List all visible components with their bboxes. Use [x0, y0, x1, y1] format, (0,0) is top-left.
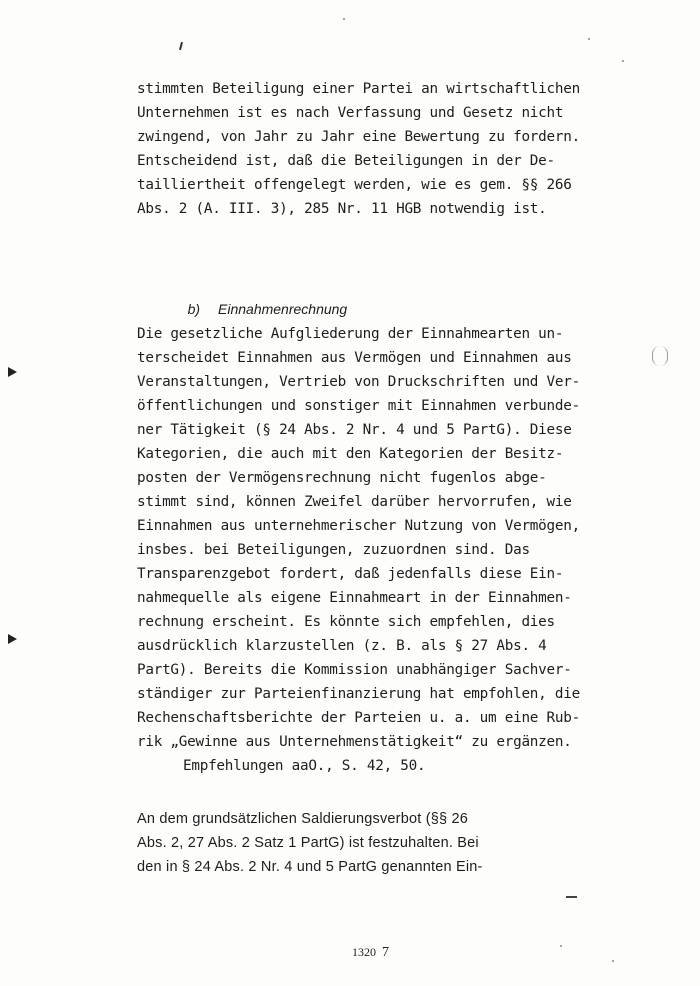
closing-paragraph [137, 807, 607, 879]
text-line: Transparenzgebot fordert, daß jedenfalls diese Ein- [137, 566, 564, 582]
text-line: rechnung erscheint. Es könnte sich empfehlen, dies [137, 614, 555, 630]
scan-speck [622, 60, 624, 62]
main-paragraph [137, 322, 607, 778]
margin-arrow-marker [8, 367, 17, 377]
text-line: terscheidet Einnahmen aus Vermögen und Einnahmen aus [137, 350, 572, 366]
text-line: rik „Gewinne aus Unternehmenstätigkeit“ zu ergänzen. [137, 734, 572, 750]
text-line: ner Tätigkeit (§ 24 Abs. 2 Nr. 4 und 5 PartG). Diese [137, 422, 572, 438]
text-line: tailliertheit offengelegt werden, wie es gem. §§ 266 [137, 177, 572, 193]
text-line: den in § 24 Abs. 2 Nr. 4 und 5 PartG genannten Ein- [137, 859, 483, 875]
text-line: ausdrücklich klarzustellen (z. B. als § 27 Abs. 4 [137, 638, 547, 654]
text-line: An dem grundsätzlichen Saldierungsverbot (§§ 26 [137, 811, 469, 827]
text-line: zwingend, von Jahr zu Jahr eine Bewertung zu fordern. [137, 129, 580, 145]
text-line: Einnahmen aus unternehmerischer Nutzung von Vermögen, [137, 518, 580, 534]
text-line: Veranstaltungen, Vertrieb von Druckschriften und Ver- [137, 374, 580, 390]
section-title: Einnahmenrechnung [218, 301, 348, 317]
scan-speck [343, 18, 345, 20]
margin-bracket-mark [652, 346, 668, 366]
scan-speck [612, 960, 614, 962]
page-number [340, 930, 389, 976]
reference-line: Empfehlungen aaO., S. 42, 50. [183, 758, 426, 774]
text-line: stimmt sind, können Zweifel darüber hervorrufen, wie [137, 494, 572, 510]
text-line: insbes. bei Beteiligungen, zuzuordnen sind. Das [137, 542, 530, 558]
text-line: Unternehmen ist es nach Verfassung und Gesetz nicht [137, 105, 564, 121]
scan-tick-mark [179, 42, 183, 50]
text-line: Die gesetzliche Aufgliederung der Einnahmearten un- [137, 326, 564, 342]
scan-speck [560, 945, 562, 947]
page-number-value: 1320 [352, 945, 376, 959]
section-number: b) [187, 301, 201, 317]
text-line: Rechenschaftsberichte der Parteien u. a. um eine Rub- [137, 710, 580, 726]
margin-arrow-marker [8, 634, 17, 644]
margin-dash-mark [566, 896, 577, 898]
text-line: öffentlichungen und sonstiger mit Einnahmen verbunde- [137, 398, 580, 414]
text-line: nahmequelle als eigene Einnahmeart in der Einnahmen- [137, 590, 572, 606]
text-line: PartG). Bereits die Kommission unabhängiger Sachver- [137, 662, 572, 678]
text-line: ständiger zur Parteienfinanzierung hat empfohlen, die [137, 686, 580, 702]
text-line: posten der Vermögensrechnung nicht fugenlos abge- [137, 470, 547, 486]
text-line: Entscheidend ist, daß die Beteiligungen in der De- [137, 153, 555, 169]
text-line: Kategorien, die auch mit den Kategorien der Besitz- [137, 446, 564, 462]
text-line: Abs. 2, 27 Abs. 2 Satz 1 PartG) ist festzuhalten. Bei [137, 835, 479, 851]
text-line: Abs. 2 (A. III. 3), 285 Nr. 11 HGB notwendig ist. [137, 201, 547, 217]
text-line: stimmten Beteiligung einer Partei an wirtschaftlichen [137, 81, 580, 97]
sequence-number: 7 [382, 945, 389, 960]
intro-paragraph [137, 77, 607, 221]
scan-speck [588, 38, 590, 40]
section-heading [172, 273, 348, 317]
